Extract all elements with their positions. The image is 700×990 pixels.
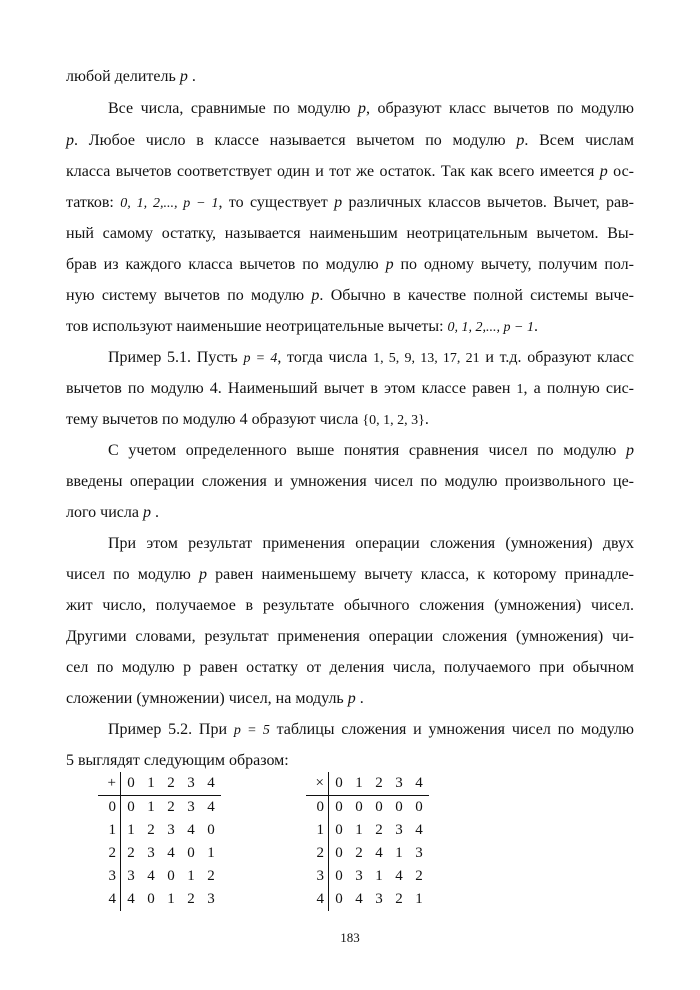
text-line: любой делитель p . — [66, 68, 196, 85]
table-cell: 3 — [415, 845, 423, 861]
multiplication-table — [306, 772, 429, 911]
table-cell: 2 — [187, 891, 195, 907]
text-line: брав из каждого класса вычетов по модулю p по одному вычету, получим пол- — [66, 256, 634, 273]
text-line: Другими словами, результат применения операции сложения (умножения) чи- — [66, 628, 634, 645]
text-line: тов используют наименьшие неотрицательные вычеты: 0, 1, 2,..., p − 1. — [66, 318, 538, 335]
table-cell: 0 — [335, 868, 343, 884]
table-cell: 2 — [147, 822, 155, 838]
table-cell: 0 — [207, 822, 215, 838]
table-cell: 0 — [187, 845, 195, 861]
table-cell: 1 — [395, 845, 403, 861]
table-cell: 4 — [415, 822, 423, 838]
row-header: 3 — [306, 865, 329, 888]
table-cell: 3 — [167, 822, 175, 838]
table-cell: 0 — [335, 822, 343, 838]
text-line: p. Любое число в классе называется вычетом по модулю p. Всем числам — [66, 132, 634, 149]
text-line: чисел по модулю p равен наименьшему вычету класса, к которому принадле- — [66, 566, 634, 583]
table-row — [306, 865, 429, 888]
text-line: класса вычетов соответствует один и тот же остаток. Так как всего имеется p ос- — [66, 163, 635, 180]
table-row — [306, 842, 429, 865]
table-cell: 1 — [355, 822, 363, 838]
text-line: ный самому остатку, называется наименьшим неотрицательным вычетом. Вы- — [66, 225, 634, 242]
column-header: 1 — [349, 772, 369, 796]
table-cell: 3 — [187, 799, 195, 815]
text-line: 5 выглядят следующим образом: — [66, 752, 289, 769]
text-line: вычетов по модулю 4. Наименьший вычет в этом классе равен 1, а полную сис- — [66, 380, 634, 397]
table-cell: 0 — [355, 799, 363, 815]
row-header: 2 — [306, 842, 329, 865]
table-cell: 0 — [127, 799, 135, 815]
table-cell: 2 — [415, 868, 423, 884]
column-header: 3 — [389, 772, 409, 796]
text-line: жит число, получаемое в результате обычного сложения (умножения) чисел. — [66, 597, 634, 614]
operator-symbol: × — [306, 772, 329, 796]
table-cell: 0 — [167, 868, 175, 884]
table-cell: 2 — [207, 868, 215, 884]
page-number: 183 — [340, 930, 360, 945]
table-cell: 2 — [395, 891, 403, 907]
table-row — [306, 888, 429, 911]
table-cell: 2 — [167, 799, 175, 815]
table-cell: 0 — [335, 845, 343, 861]
table-cell: 1 — [147, 799, 155, 815]
table-cell: 1 — [167, 891, 175, 907]
table-cell: 3 — [147, 845, 155, 861]
table-cell: 4 — [147, 868, 155, 884]
table-cell: 3 — [395, 822, 403, 838]
text-line: лого числа p . — [66, 504, 159, 521]
table-row — [98, 819, 221, 842]
table-cell: 3 — [207, 891, 215, 907]
table-row — [98, 842, 221, 865]
text-line: Все числа, сравнимые по модулю p, образуют класс вычетов по модулю — [108, 100, 634, 117]
table-cell: 4 — [127, 891, 135, 907]
text-line: введены операции сложения и умножения чисел по модулю произвольного це- — [66, 473, 634, 490]
column-header: 0 — [329, 772, 350, 796]
row-header: 4 — [98, 888, 121, 911]
text-line: сел по модулю p равен остатку от деления числа, получаемого при обычном — [66, 659, 634, 676]
row-header: 1 — [98, 819, 121, 842]
column-header: 3 — [181, 772, 201, 796]
table-cell: 0 — [335, 891, 343, 907]
table-cell: 2 — [127, 845, 135, 861]
table-cell: 0 — [147, 891, 155, 907]
table-row — [306, 796, 429, 820]
table-row — [98, 888, 221, 911]
table-row — [98, 796, 221, 820]
row-header: 4 — [306, 888, 329, 911]
row-header: 0 — [98, 796, 121, 820]
column-header: 1 — [141, 772, 161, 796]
table-cell: 1 — [415, 891, 423, 907]
addition-table — [98, 772, 221, 911]
table-cell: 4 — [207, 799, 215, 815]
table-cell: 4 — [395, 868, 403, 884]
table-cell: 2 — [355, 845, 363, 861]
column-header: 0 — [121, 772, 142, 796]
table-cell: 1 — [187, 868, 195, 884]
column-header: 4 — [201, 772, 221, 796]
row-header: 3 — [98, 865, 121, 888]
column-header: 4 — [409, 772, 429, 796]
text-line: татков: 0, 1, 2,..., p − 1, то существует p различных классов вычетов. Вычет, рав- — [66, 194, 635, 211]
table-cell: 0 — [415, 799, 423, 815]
operator-symbol: + — [98, 772, 121, 796]
text-line: Пример 5.1. Пусть p = 4, тогда числа 1, 5, 9, 13, 17, 21 и т.д. образуют класс — [108, 349, 635, 366]
column-header: 2 — [161, 772, 181, 796]
table-cell: 4 — [355, 891, 363, 907]
table-cell: 3 — [375, 891, 383, 907]
row-header: 2 — [98, 842, 121, 865]
text-line: При этом результат применения операции сложения (умножения) двух — [108, 535, 634, 552]
text-line: Пример 5.2. При p = 5 таблицы сложения и умножения чисел по модулю — [108, 721, 634, 738]
column-header: 2 — [369, 772, 389, 796]
table-cell: 3 — [127, 868, 135, 884]
text-line: С учетом определенного выше понятия сравнения чисел по модулю p — [108, 442, 634, 459]
text-line: ную систему вычетов по модулю p. Обычно в качестве полной системы выче- — [66, 287, 635, 304]
row-header: 1 — [306, 819, 329, 842]
table-cell: 1 — [375, 868, 383, 884]
table-cell: 3 — [355, 868, 363, 884]
table-cell: 0 — [335, 799, 343, 815]
table-cell: 4 — [375, 845, 383, 861]
row-header: 0 — [306, 796, 329, 820]
table-cell: 2 — [375, 822, 383, 838]
table-row — [306, 819, 429, 842]
text-line: тему вычетов по модулю 4 образуют числа {0, 1, 2, 3}. — [66, 411, 429, 428]
table-cell: 1 — [207, 845, 215, 861]
table-cell: 4 — [187, 822, 195, 838]
table-cell: 4 — [167, 845, 175, 861]
table-cell: 0 — [395, 799, 403, 815]
table-row — [98, 865, 221, 888]
table-cell: 0 — [375, 799, 383, 815]
table-cell: 1 — [127, 822, 135, 838]
text-line: сложении (умножении) чисел, на модуль p . — [66, 690, 364, 707]
